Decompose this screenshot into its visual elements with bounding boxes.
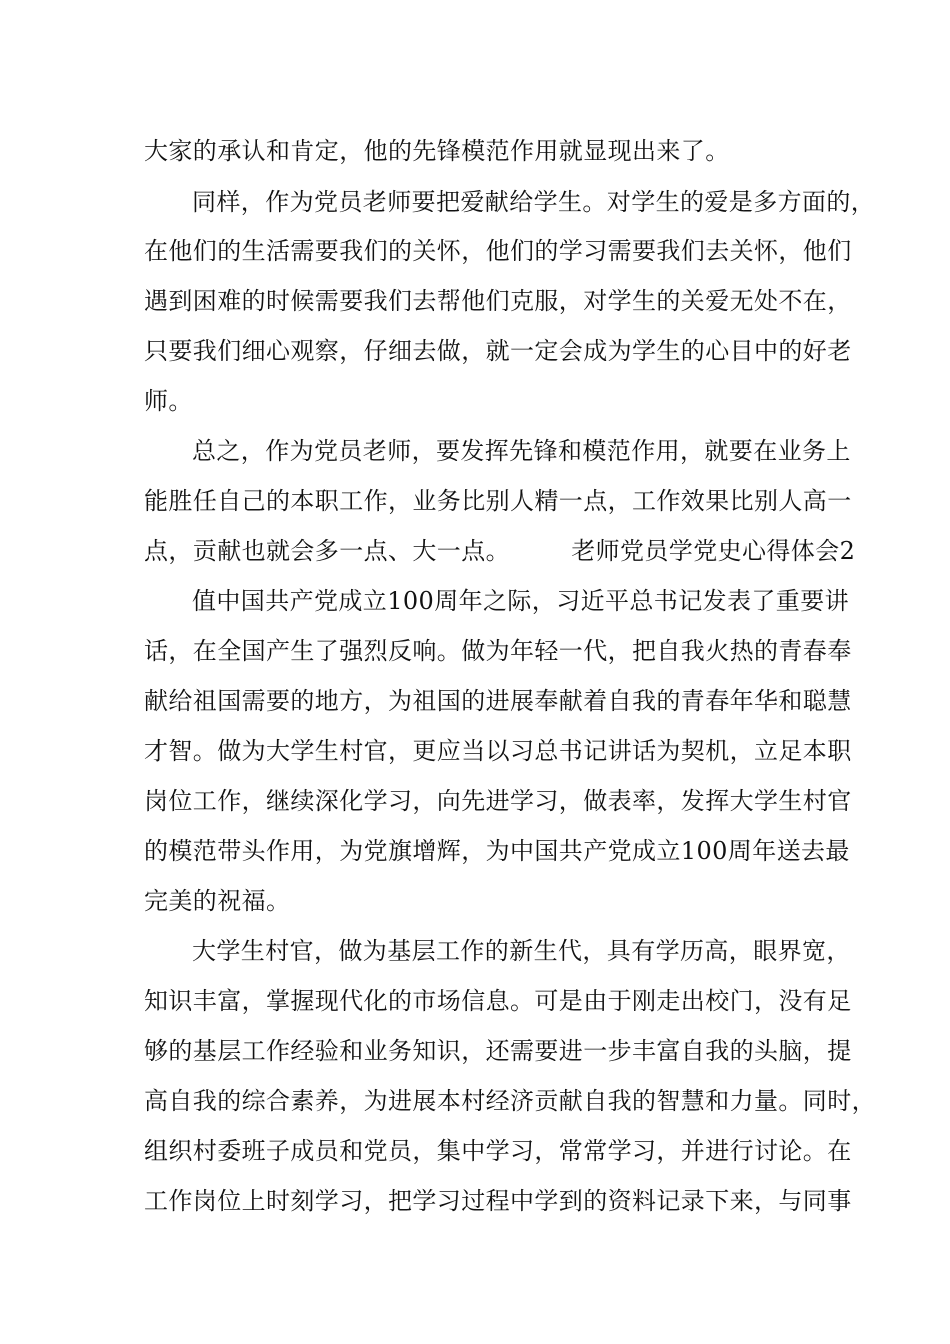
text-line: 组织村委班子成员和党员，集中学习，常常学习，并进行讨论。在 — [144, 1137, 852, 1165]
text-line: 话，在全国产生了强烈反响。做为年轻一代，把自我火热的青春奉 — [144, 637, 852, 665]
text-line: 高自我的综合素养，为进展本村经济贡献自我的智慧和力量。同时， — [144, 1087, 876, 1115]
text-line: 遇到困难的时候需要我们去帮他们克服，对学生的关爱无处不在， — [144, 287, 852, 315]
text-line: 只要我们细心观察，仔细去做，就一定会成为学生的心目中的好老 — [144, 337, 852, 365]
text-line: 知识丰富，掌握现代化的市场信息。可是由于刚走出校门，没有足 — [144, 987, 852, 1015]
text-line: 够的基层工作经验和业务知识，还需要进一步丰富自我的头脑，提 — [144, 1037, 852, 1065]
paragraph-first-line: 总之，作为党员老师，要发挥先锋和模范作用，就要在业务上 — [192, 437, 851, 465]
text-line: 大家的承认和肯定，他的先锋模范作用就显现出来了。 — [144, 137, 730, 165]
text-line: 的模范带头作用，为党旗增辉，为中国共产党成立100周年送去最 — [144, 837, 850, 865]
paragraph-first-line: 值中国共产党成立100周年之际，习近平总书记发表了重要讲 — [192, 587, 850, 615]
text-line: 岗位工作，继续深化学习，向先进学习，做表率，发挥大学生村官 — [144, 787, 852, 815]
text-line: 在他们的生活需要我们的关怀，他们的学习需要我们去关怀，他们 — [144, 237, 852, 265]
text-line: 工作岗位上时刻学习，把学习过程中学到的资料记录下来，与同事 — [144, 1187, 852, 1215]
text-line: 才智。做为大学生村官，更应当以习总书记讲话为契机，立足本职 — [144, 737, 852, 765]
paragraph-first-line: 大学生村官，做为基层工作的新生代，具有学历高，眼界宽， — [192, 937, 851, 965]
text-line: 能胜任自己的本职工作，业务比别人精一点，工作效果比别人高一 — [144, 487, 852, 515]
text-line: 师。 — [144, 387, 193, 415]
text-line: 完美的祝福。 — [144, 887, 291, 915]
text-line-with-section-title: 点，贡献也就会多一点、大一点。 老师党员学党史心得体会2 — [144, 537, 856, 565]
paragraph-first-line: 同样，作为党员老师要把爱献给学生。对学生的爱是多方面的， — [192, 188, 876, 216]
text-line: 献给祖国需要的地方，为祖国的进展奉献着自我的青春年华和聪慧 — [144, 687, 852, 715]
